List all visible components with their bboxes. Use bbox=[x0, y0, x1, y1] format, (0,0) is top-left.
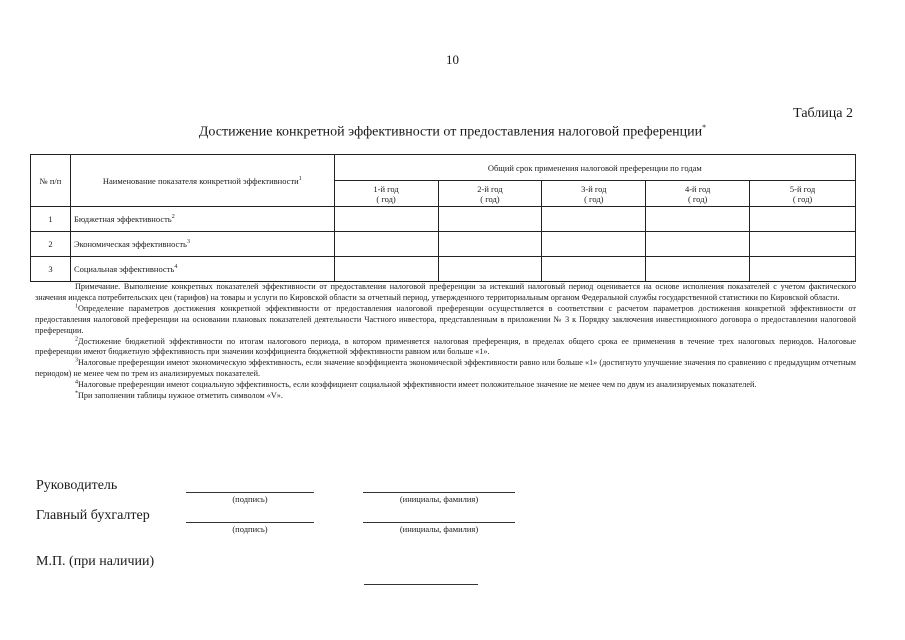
year-sub: ( год) bbox=[687, 193, 708, 204]
table-row bbox=[31, 207, 856, 232]
accountant-name-line bbox=[363, 522, 515, 523]
value-cell bbox=[542, 207, 646, 232]
col-name-text: Наименование показателя конкретной эффективности bbox=[102, 175, 299, 186]
page-number: 10 bbox=[446, 52, 459, 67]
period-header: Общий срок применения налоговой преференции по годам bbox=[334, 155, 855, 181]
row-label-mark: 3 bbox=[186, 239, 190, 246]
value-cell bbox=[646, 232, 750, 257]
note-paragraph bbox=[35, 304, 856, 337]
value-cell bbox=[750, 257, 856, 282]
value-cell bbox=[646, 207, 750, 232]
year-sub: ( год) bbox=[376, 193, 396, 204]
accountant-signature-caption: (подпись) bbox=[232, 524, 268, 534]
note-text: При заполнении таблицы нужное отметить символом «V». bbox=[78, 391, 283, 401]
year-label: 1-й год bbox=[373, 183, 399, 194]
note-mark: 4 bbox=[75, 379, 78, 386]
value-cell bbox=[750, 232, 856, 257]
col-name-mark: 1 bbox=[298, 175, 302, 182]
director-signature-caption: (подпись) bbox=[232, 494, 268, 504]
director-label: Руководитель bbox=[36, 478, 118, 493]
year-sub: ( год) bbox=[584, 193, 604, 204]
row-label-mark: 2 bbox=[171, 214, 175, 221]
note-mark: 2 bbox=[75, 335, 78, 342]
value-cell bbox=[646, 257, 750, 282]
note-text: Достижение бюджетной эффективности по итогам налогового периода, в котором применяется налоговая преференция, в пределах общего срока ее применения в течение трех налоговых периодов. Налоговые преференции имеют бюджетную эффективность при значении коэффициента бюджетной эффективности равном или больше «1». bbox=[35, 336, 856, 357]
row-num: 1 bbox=[31, 207, 71, 232]
table-row bbox=[31, 257, 856, 282]
page-title bbox=[0, 123, 905, 141]
year-cell-4 bbox=[646, 181, 750, 207]
efficiency-table bbox=[30, 154, 856, 282]
row-label bbox=[70, 207, 334, 232]
notes-block bbox=[35, 282, 856, 402]
col-num-header: № п/п bbox=[31, 155, 71, 207]
year-cell-5 bbox=[750, 181, 856, 207]
note-paragraph bbox=[35, 380, 856, 391]
year-label: 5-й год bbox=[789, 183, 816, 194]
value-cell bbox=[334, 257, 438, 282]
accountant-label: Главный бухгалтер bbox=[36, 508, 150, 523]
note-paragraph bbox=[35, 337, 856, 359]
value-cell bbox=[438, 232, 542, 257]
date-line bbox=[364, 584, 478, 585]
year-label: 3-й год bbox=[581, 183, 607, 194]
row-label-text: Бюджетная эффективность bbox=[73, 214, 172, 224]
accountant-signature-line bbox=[186, 522, 314, 523]
value-cell bbox=[334, 207, 438, 232]
value-cell bbox=[438, 207, 542, 232]
accountant-name-caption: (инициалы, фамилия) bbox=[399, 524, 479, 534]
row-label-text: Экономическая эффективность bbox=[73, 239, 187, 249]
year-sub: ( год) bbox=[480, 193, 500, 204]
note-mark: 1 bbox=[75, 303, 78, 310]
year-cell-2 bbox=[438, 181, 542, 207]
year-sub: ( год) bbox=[792, 193, 813, 204]
row-num: 2 bbox=[31, 232, 71, 257]
value-cell bbox=[542, 232, 646, 257]
note-text: Определение параметров достижения конкретной эффективности от предоставления налоговой преференции осуществляется в соответствии с расчетом параметров достижения конкретной эффективности от предоставления налоговой преференции на основании плановых показателей деятельности Частного инвестора, представленным в приложении № 3 к Порядку заключения инвестиционного договора о предоставлении налоговой преференции. bbox=[35, 303, 856, 335]
value-cell bbox=[334, 232, 438, 257]
note-paragraph bbox=[35, 391, 856, 402]
row-label bbox=[70, 257, 334, 282]
value-cell bbox=[438, 257, 542, 282]
note-paragraph: Примечание. Выполнение конкретных показателей эффективности от предоставления налоговой преференции за истекший налоговый период оценивается на основе исполнения показателей с учетом фактического значения индекса потребительских цен (тарифов) на товары и услуги по Кировской области за отчетный период, утвержденного территориальным органом Федеральной службы государственной статистики по Кировской области. bbox=[35, 282, 856, 302]
note-mark: 3 bbox=[75, 357, 78, 364]
table-label: Таблица 2 bbox=[793, 106, 853, 121]
table-header-row bbox=[31, 155, 856, 181]
value-cell bbox=[542, 257, 646, 282]
value-cell bbox=[750, 207, 856, 232]
note-mark: * bbox=[75, 390, 78, 397]
title-mark: * bbox=[702, 123, 707, 132]
year-cell-3 bbox=[542, 181, 646, 207]
row-label-mark: 4 bbox=[174, 264, 178, 271]
note-text: Налоговые преференции имеют экономическую эффективность, если значение коэффициента экономической эффективности равно или больше «1» (достигнуто улучшение значения по сравнению с предыдущим отчетным периодом) не менее чем по трем из анализируемых показателей. bbox=[35, 358, 856, 379]
table-row bbox=[31, 232, 856, 257]
row-label-text: Социальная эффективность bbox=[73, 264, 175, 274]
note-text: Налоговые преференции имеют социальную эффективность, если коэффициент социальной эффективности имеет положительное значение не менее чем по двум из анализируемых показателей. bbox=[78, 380, 757, 390]
row-label bbox=[70, 232, 334, 257]
row-num: 3 bbox=[31, 257, 71, 282]
stamp-label: М.П. (при наличии) bbox=[36, 554, 155, 569]
note-paragraph bbox=[35, 358, 856, 380]
year-cell-1 bbox=[334, 181, 438, 207]
year-label: 2-й год bbox=[477, 183, 503, 194]
director-name-line bbox=[363, 492, 515, 493]
col-name-header bbox=[70, 155, 334, 207]
director-name-caption: (инициалы, фамилия) bbox=[399, 494, 479, 504]
director-signature-line bbox=[186, 492, 314, 493]
year-label: 4-й год bbox=[684, 183, 711, 194]
title-text: Достижение конкретной эффективности от предоставления налоговой преференции bbox=[198, 124, 703, 140]
